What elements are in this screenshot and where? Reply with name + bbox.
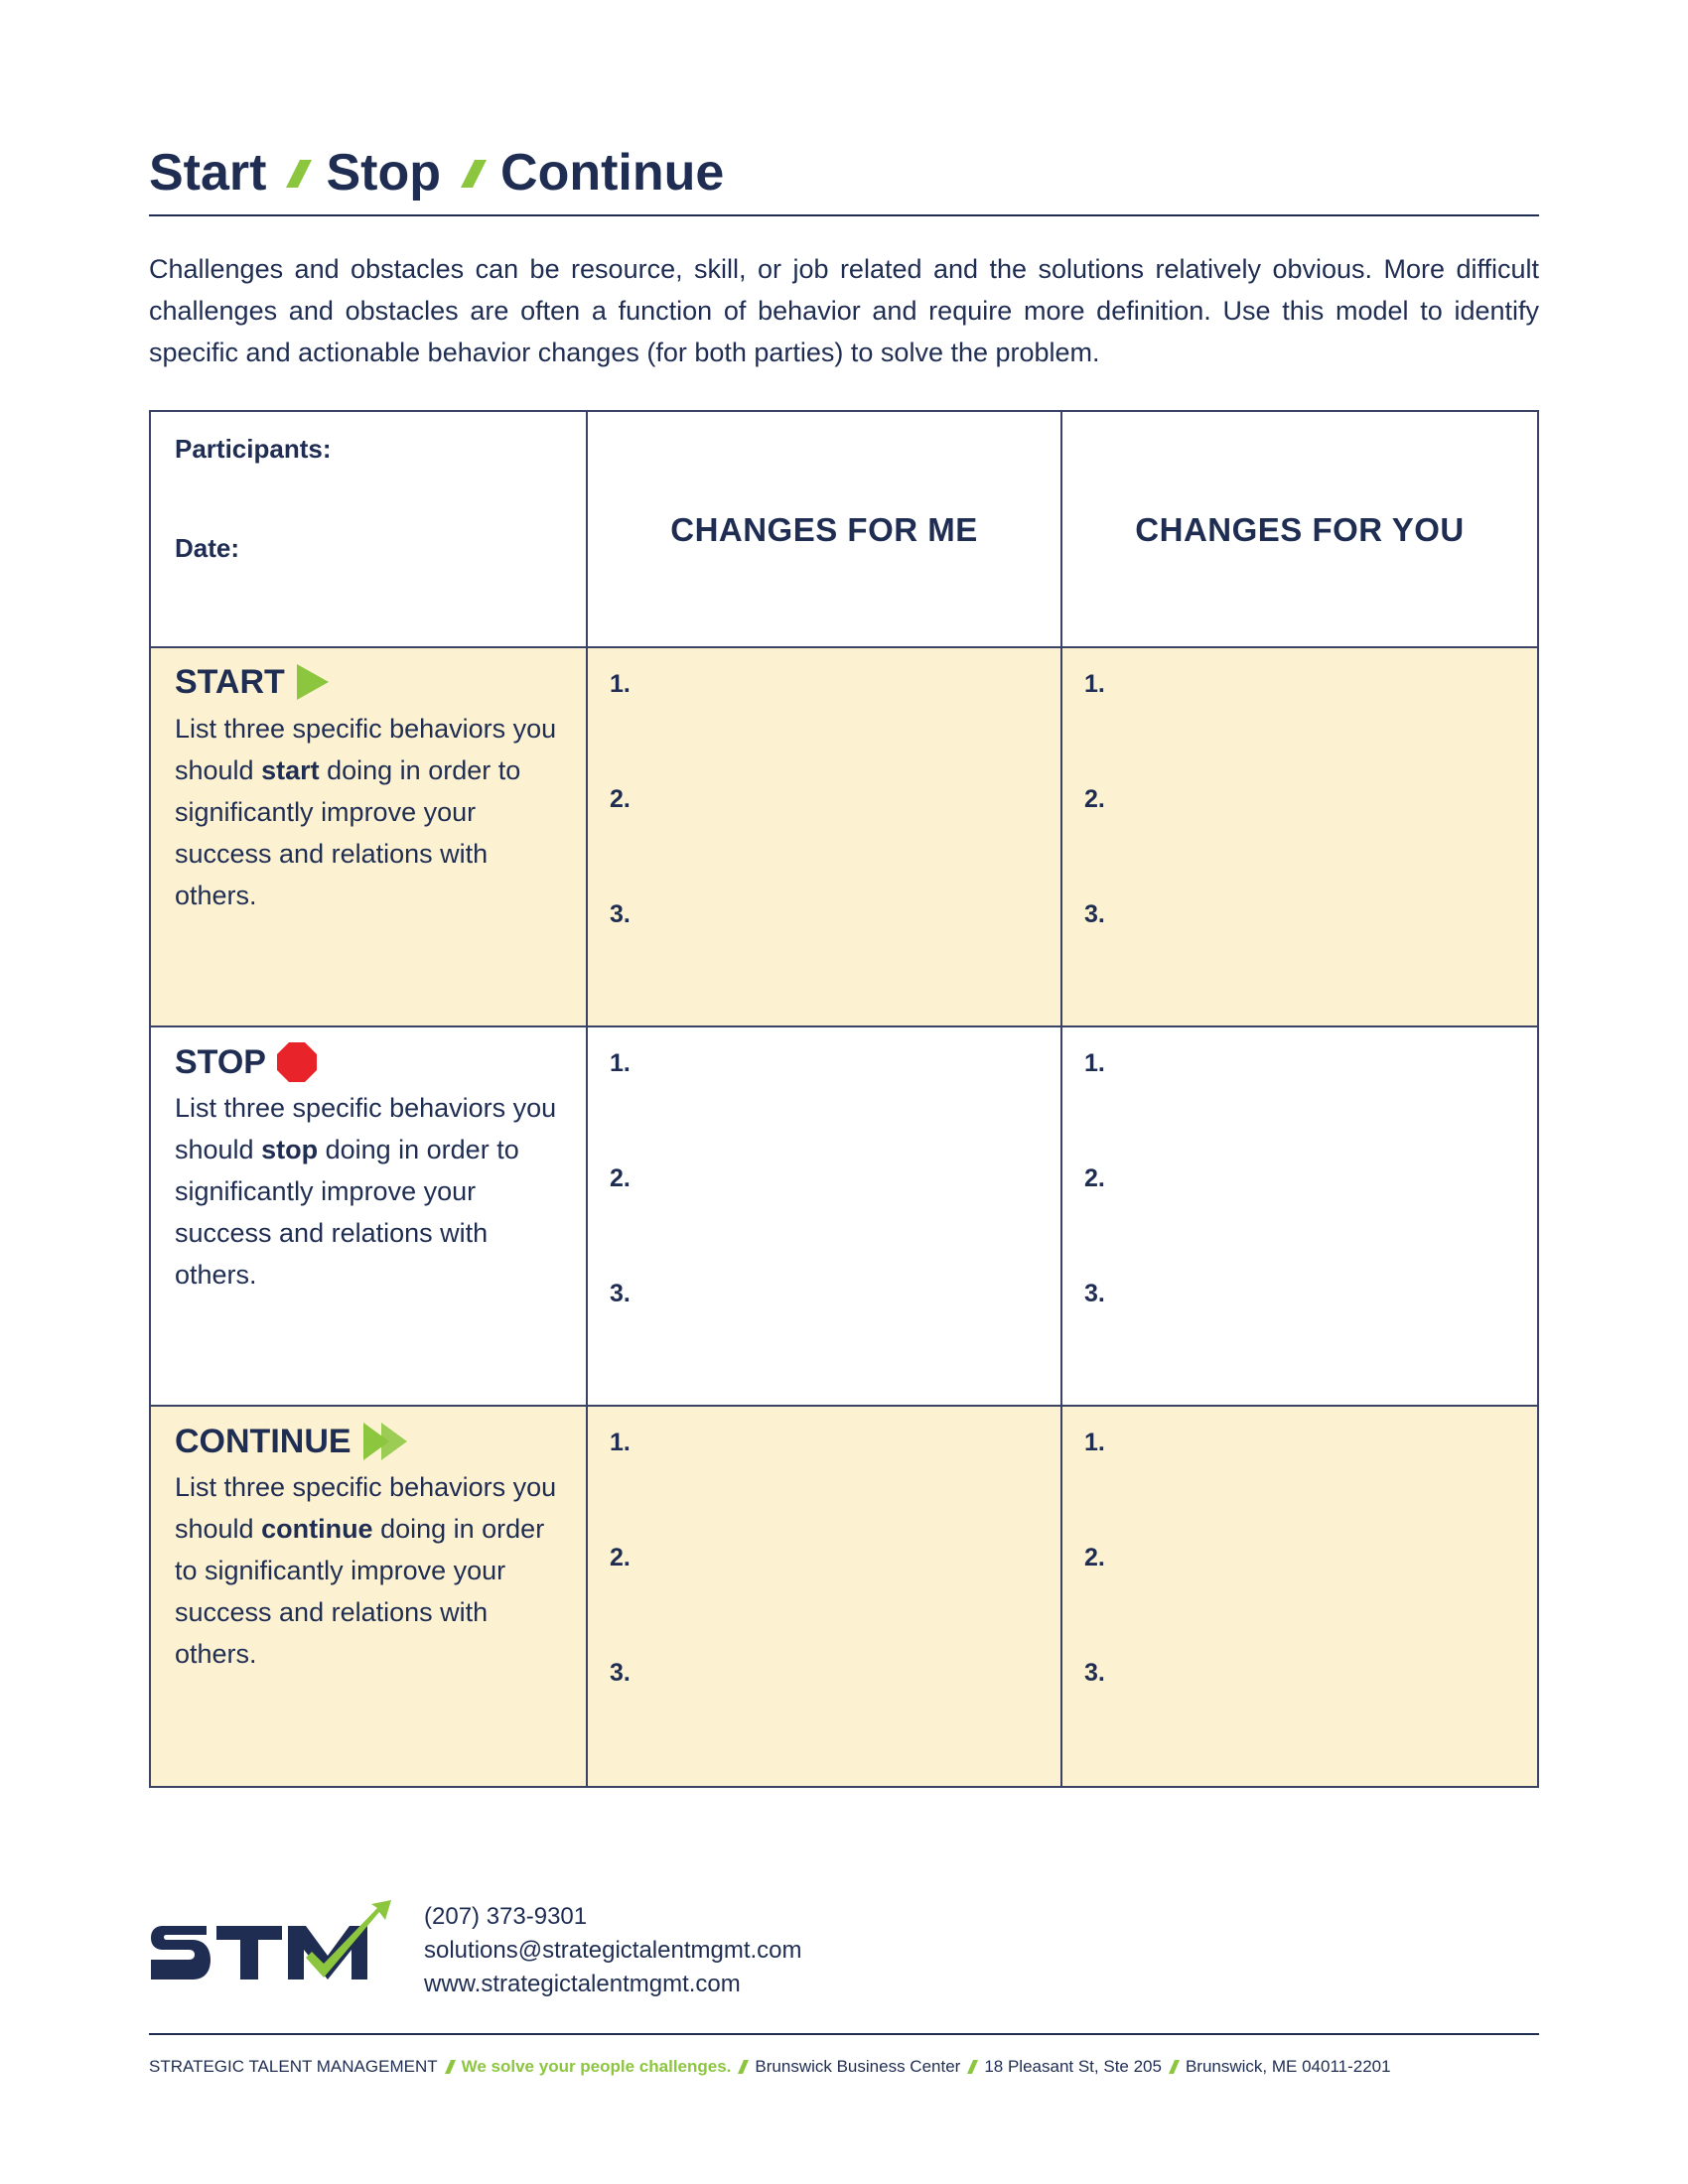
footer-line bbox=[149, 2057, 1391, 2077]
continue-description: List three specific behaviors you should continue doing in order to significantly improve your success and relations with others. bbox=[175, 1472, 557, 1669]
company-name: STRATEGIC TALENT MANAGEMENT bbox=[149, 2057, 438, 2076]
green-slash-icon bbox=[733, 2058, 753, 2076]
stop-description: List three specific behaviors you should stop doing in order to significantly improve your success and relations with others. bbox=[175, 1093, 557, 1290]
continue-me-item-1[interactable]: 1. bbox=[610, 1429, 631, 1456]
city-state-zip: Brunswick, ME 04011-2201 bbox=[1185, 2057, 1391, 2076]
stop-you-item-3[interactable]: 3. bbox=[1084, 1280, 1105, 1307]
stop-you-item-1[interactable]: 1. bbox=[1084, 1049, 1105, 1077]
start-me-item-3[interactable]: 3. bbox=[610, 900, 631, 928]
footer-divider bbox=[149, 2033, 1539, 2035]
tagline: We solve your people challenges. bbox=[461, 2057, 732, 2076]
column-header-you: CHANGES FOR YOU bbox=[1135, 510, 1465, 548]
start-heading: START bbox=[175, 662, 331, 702]
stop-me-item-2[interactable]: 2. bbox=[610, 1164, 631, 1192]
row-divider bbox=[151, 1405, 1537, 1407]
stop-heading: STOP bbox=[175, 1041, 318, 1083]
start-stop-continue-table bbox=[149, 410, 1539, 1788]
phone-number[interactable]: (207) 373-9301 bbox=[424, 1903, 588, 1930]
start-you-item-2[interactable]: 2. bbox=[1084, 785, 1105, 813]
play-triangle-icon bbox=[295, 662, 331, 702]
continue-me-item-2[interactable]: 2. bbox=[610, 1544, 631, 1571]
title-start: Start bbox=[149, 144, 267, 202]
participants-label: Participants: bbox=[175, 434, 332, 464]
email-link[interactable]: solutions@strategictalentmgmt.com bbox=[424, 1937, 802, 1964]
green-slash-icon bbox=[441, 148, 500, 198]
title-continue: Continue bbox=[500, 144, 725, 202]
stop-octagon-icon bbox=[276, 1041, 318, 1083]
building-name: Brunswick Business Center bbox=[755, 2057, 961, 2076]
start-you-item-3[interactable]: 3. bbox=[1084, 900, 1105, 928]
start-me-item-2[interactable]: 2. bbox=[610, 785, 631, 813]
continue-you-item-2[interactable]: 2. bbox=[1084, 1544, 1105, 1571]
start-me-item-1[interactable]: 1. bbox=[610, 670, 631, 698]
intro-paragraph: Challenges and obstacles can be resource, skill, or job related and the solutions relatively obvious. More difficult challenges and obstacles are often a function of behavior and require more definition. Use this model to identify specific and actionable behavior changes (for both parties) to solve the problem. bbox=[149, 254, 1539, 367]
page-title bbox=[149, 137, 724, 208]
title-stop: Stop bbox=[326, 144, 442, 202]
continue-you-item-3[interactable]: 3. bbox=[1084, 1659, 1105, 1687]
continue-heading: CONTINUE bbox=[175, 1421, 409, 1462]
column-header-me: CHANGES FOR ME bbox=[670, 510, 978, 548]
start-you-item-1[interactable]: 1. bbox=[1084, 670, 1105, 698]
stm-logo bbox=[149, 1898, 392, 1997]
continue-me-item-3[interactable]: 3. bbox=[610, 1659, 631, 1687]
green-slash-icon bbox=[962, 2058, 982, 2076]
date-label: Date: bbox=[175, 533, 240, 563]
contact-block bbox=[424, 1900, 802, 2001]
website-link[interactable]: www.strategictalentmgmt.com bbox=[424, 1971, 741, 1997]
street-address: 18 Pleasant St, Ste 205 bbox=[984, 2057, 1162, 2076]
green-slash-icon bbox=[1164, 2058, 1184, 2076]
continue-you-item-1[interactable]: 1. bbox=[1084, 1429, 1105, 1456]
start-description: List three specific behaviors you should start doing in order to significantly improve your success and relations with others. bbox=[175, 714, 557, 910]
stop-me-item-3[interactable]: 3. bbox=[610, 1280, 631, 1307]
green-slash-icon bbox=[266, 148, 326, 198]
stop-me-item-1[interactable]: 1. bbox=[610, 1049, 631, 1077]
stop-you-item-2[interactable]: 2. bbox=[1084, 1164, 1105, 1192]
green-slash-icon bbox=[440, 2058, 460, 2076]
row-divider bbox=[151, 1025, 1537, 1027]
title-divider bbox=[149, 214, 1539, 216]
fast-forward-icon bbox=[361, 1421, 409, 1462]
